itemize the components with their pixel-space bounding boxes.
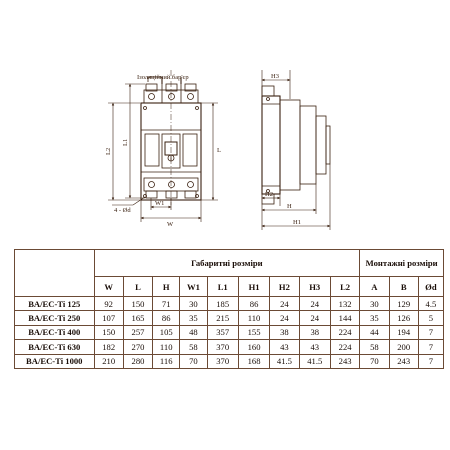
value-cell: 168 bbox=[238, 354, 269, 368]
value-cell: 357 bbox=[207, 325, 238, 339]
value-cell: 270 bbox=[123, 340, 152, 354]
model-cell: BA/EC-Ti 125 bbox=[15, 297, 95, 311]
value-cell: 280 bbox=[123, 354, 152, 368]
value-cell: 44 bbox=[360, 325, 389, 339]
dim-h1: H1 bbox=[293, 219, 301, 226]
value-cell: 200 bbox=[389, 340, 418, 354]
col-header: H bbox=[153, 277, 180, 297]
value-cell: 243 bbox=[389, 354, 418, 368]
group-header-dimensions: Габаритні розміри bbox=[94, 250, 360, 277]
value-cell: 224 bbox=[330, 325, 359, 339]
value-cell: 43 bbox=[299, 340, 330, 354]
value-cell: 144 bbox=[330, 311, 359, 325]
value-cell: 35 bbox=[180, 311, 207, 325]
model-cell: BA/EC-Ti 1000 bbox=[15, 354, 95, 368]
value-cell: 41.5 bbox=[299, 354, 330, 368]
value-cell: 155 bbox=[238, 325, 269, 339]
dim-l2: L2 bbox=[105, 147, 112, 155]
table-row bbox=[15, 297, 444, 311]
value-cell: 43 bbox=[270, 340, 299, 354]
value-cell: 7 bbox=[418, 325, 443, 339]
value-cell: 132 bbox=[330, 297, 359, 311]
col-header: Ød bbox=[418, 277, 443, 297]
value-cell: 92 bbox=[94, 297, 123, 311]
dimensions-table bbox=[14, 249, 444, 369]
dim-l1: L1 bbox=[122, 138, 129, 146]
model-cell: BA/EC-Ti 250 bbox=[15, 311, 95, 325]
col-header: L2 bbox=[330, 277, 359, 297]
value-cell: 182 bbox=[94, 340, 123, 354]
value-cell: 257 bbox=[123, 325, 152, 339]
table-row bbox=[15, 325, 444, 339]
value-cell: 194 bbox=[389, 325, 418, 339]
value-cell: 165 bbox=[123, 311, 152, 325]
value-cell: 370 bbox=[207, 340, 238, 354]
model-cell: BA/EC-Ti 630 bbox=[15, 340, 95, 354]
col-header: L1 bbox=[207, 277, 238, 297]
value-cell: 4.5 bbox=[418, 297, 443, 311]
value-cell: 41.5 bbox=[270, 354, 299, 368]
value-cell: 30 bbox=[360, 297, 389, 311]
value-cell: 86 bbox=[238, 297, 269, 311]
barrier-label: Ізоляційний бар'єр bbox=[137, 74, 189, 81]
col-header: L bbox=[123, 277, 152, 297]
value-cell: 24 bbox=[270, 297, 299, 311]
value-cell: 185 bbox=[207, 297, 238, 311]
value-cell: 30 bbox=[180, 297, 207, 311]
dim-w: W bbox=[167, 221, 174, 228]
value-cell: 110 bbox=[238, 311, 269, 325]
hole-label: 4 - Ød bbox=[114, 207, 131, 214]
value-cell: 126 bbox=[389, 311, 418, 325]
col-header: A bbox=[360, 277, 389, 297]
col-header: B bbox=[389, 277, 418, 297]
value-cell: 160 bbox=[238, 340, 269, 354]
value-cell: 243 bbox=[330, 354, 359, 368]
dim-l: L bbox=[217, 147, 221, 154]
col-header: H2 bbox=[270, 277, 299, 297]
value-cell: 58 bbox=[180, 340, 207, 354]
col-header: H3 bbox=[299, 277, 330, 297]
col-header: W1 bbox=[180, 277, 207, 297]
table-row bbox=[15, 354, 444, 368]
value-cell: 107 bbox=[94, 311, 123, 325]
value-cell: 224 bbox=[330, 340, 359, 354]
value-cell: 210 bbox=[94, 354, 123, 368]
col-header: H1 bbox=[238, 277, 269, 297]
value-cell: 150 bbox=[94, 325, 123, 339]
value-cell: 70 bbox=[360, 354, 389, 368]
dim-w1: W1 bbox=[155, 200, 165, 207]
value-cell: 70 bbox=[180, 354, 207, 368]
value-cell: 105 bbox=[153, 325, 180, 339]
value-cell: 7 bbox=[418, 354, 443, 368]
table-row bbox=[15, 340, 444, 354]
value-cell: 58 bbox=[360, 340, 389, 354]
value-cell: 116 bbox=[153, 354, 180, 368]
value-cell: 48 bbox=[180, 325, 207, 339]
value-cell: 150 bbox=[123, 297, 152, 311]
value-cell: 35 bbox=[360, 311, 389, 325]
value-cell: 110 bbox=[153, 340, 180, 354]
value-cell: 24 bbox=[299, 297, 330, 311]
value-cell: 71 bbox=[153, 297, 180, 311]
dim-h2: H2 bbox=[265, 191, 273, 198]
value-cell: 38 bbox=[299, 325, 330, 339]
value-cell: 24 bbox=[270, 311, 299, 325]
dim-h: H bbox=[287, 203, 292, 210]
value-cell: 370 bbox=[207, 354, 238, 368]
value-cell: 38 bbox=[270, 325, 299, 339]
value-cell: 7 bbox=[418, 340, 443, 354]
front-view bbox=[141, 70, 201, 205]
table-row bbox=[15, 311, 444, 325]
group-header-mounting: Монтажні розміри bbox=[360, 250, 444, 277]
col-header: W bbox=[94, 277, 123, 297]
value-cell: 215 bbox=[207, 311, 238, 325]
side-dimensions bbox=[262, 70, 330, 230]
value-cell: 5 bbox=[418, 311, 443, 325]
value-cell: 24 bbox=[299, 311, 330, 325]
model-cell: BA/EC-Ti 400 bbox=[15, 325, 95, 339]
dim-h3: H3 bbox=[271, 73, 279, 80]
side-view bbox=[262, 86, 330, 204]
model-header-cell bbox=[15, 250, 95, 297]
value-cell: 86 bbox=[153, 311, 180, 325]
value-cell: 129 bbox=[389, 297, 418, 311]
